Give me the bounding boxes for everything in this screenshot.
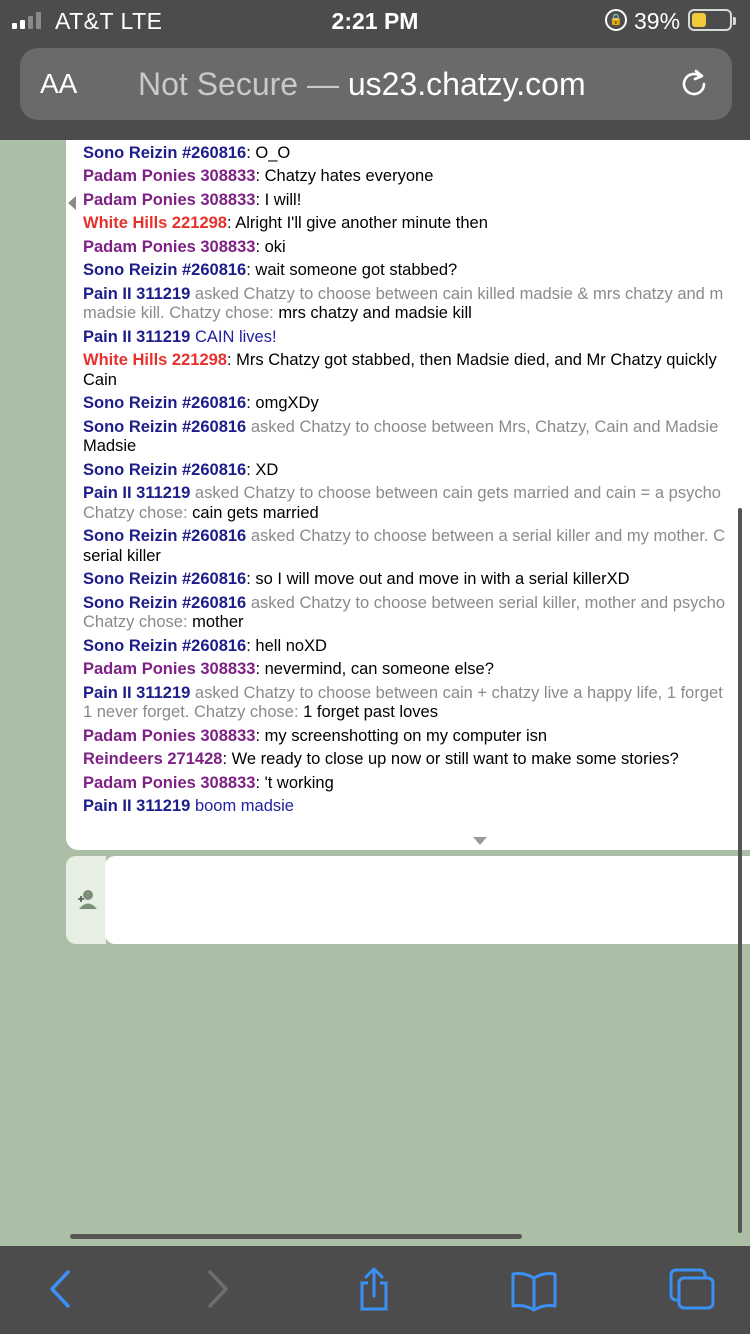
url-display[interactable] (138, 66, 586, 103)
message-text: Alright I'll give another minute then (235, 214, 488, 232)
chatzy-choice-prompt: asked Chatzy to choose between a serial killer and my mother. C (246, 527, 725, 545)
message-text: I will! (264, 190, 302, 209)
chat-message (83, 659, 750, 683)
status-bar (0, 0, 750, 40)
chat-message (83, 393, 750, 417)
message-separator: : (246, 570, 256, 588)
chat-message (83, 166, 750, 190)
domain-label: us23.chatzy.com (347, 66, 586, 102)
message-separator: : (255, 237, 265, 256)
message-author[interactable]: Sono Reizin #260816 (83, 417, 247, 436)
chat-message (83, 213, 750, 237)
message-separator: : (222, 750, 232, 768)
message-author[interactable]: Sono Reizin #260816 (83, 460, 247, 479)
message-separator: : (226, 214, 236, 232)
chat-message (83, 749, 750, 773)
chatzy-choice-prompt: asked Chatzy to choose between serial killer, mother and psycho (246, 593, 726, 612)
message-text: 1 forget past loves (303, 703, 438, 721)
message-author[interactable]: Padam Ponies 308833 (83, 167, 256, 185)
message-text: Mrs Chatzy got stabbed, then Madsie died, and Mr Chatzy quickly (236, 351, 717, 369)
message-author[interactable]: Reindeers 271428 (83, 750, 223, 768)
message-separator: : (255, 660, 265, 678)
message-author[interactable]: Pain II 311219 (83, 484, 191, 502)
message-author[interactable]: White Hills 221298 (83, 351, 227, 369)
message-separator: : (246, 460, 256, 479)
share-icon[interactable] (354, 1266, 394, 1312)
message-text: omgXDy (255, 394, 319, 412)
message-separator: : (246, 143, 256, 162)
chat-message (83, 459, 750, 483)
chat-message (83, 682, 750, 725)
rotation-lock-icon: 🔒 (605, 9, 627, 31)
message-author[interactable]: Padam Ponies 308833 (83, 773, 256, 792)
chat-message (83, 283, 750, 326)
message-text: mrs chatzy and madsie kill (278, 304, 472, 322)
bookmarks-icon[interactable] (510, 1266, 558, 1312)
browser-toolbar (0, 1246, 750, 1334)
message-author[interactable]: Sono Reizin #260816 (83, 593, 247, 612)
chatzy-choice-prompt: asked Chatzy to choose between cain gets married and cain = a psycho (190, 484, 721, 502)
message-text: oki (264, 237, 286, 256)
message-author[interactable]: Sono Reizin #260816 (83, 143, 247, 162)
chat-message (83, 772, 750, 796)
message-text-continued: Cain (83, 370, 117, 389)
chat-message (83, 526, 750, 569)
message-text: so I will move out and move in with a serial killerXD (255, 570, 630, 588)
battery-percent: 39% (634, 8, 681, 34)
message-text-continued: Madsie (83, 437, 137, 455)
message-author[interactable]: Padam Ponies 308833 (83, 190, 256, 209)
collapse-arrow-icon[interactable] (68, 196, 76, 210)
message-text: cain gets married (192, 503, 319, 522)
message-author[interactable]: Sono Reizin #260816 (83, 261, 247, 279)
message-text: CAIN lives! (194, 327, 277, 346)
message-text: 't working (264, 773, 334, 792)
chat-message (83, 326, 750, 350)
chat-message (83, 483, 750, 526)
chat-message (83, 796, 750, 820)
message-text: hell noXD (255, 636, 327, 655)
chat-message (83, 725, 750, 749)
back-icon[interactable] (40, 1266, 80, 1312)
message-text: wait someone got stabbed? (255, 261, 458, 279)
chat-message (83, 592, 750, 635)
message-text: Chatzy hates everyone (264, 167, 434, 185)
message-author[interactable]: Sono Reizin #260816 (83, 394, 247, 412)
chatzy-choice-prompt: asked Chatzy to choose between Mrs, Chatzy, Cain and Madsie (246, 417, 719, 436)
address-bar[interactable] (20, 48, 732, 120)
scroll-down-icon[interactable] (473, 837, 487, 845)
clock: 2:21 PM (331, 8, 419, 34)
message-separator: : (255, 726, 265, 745)
message-author[interactable]: Sono Reizin #260816 (83, 636, 247, 655)
message-text: boom madsie (194, 797, 294, 815)
message-author[interactable]: Padam Ponies 308833 (83, 237, 256, 256)
message-text: O_O (255, 143, 291, 162)
message-author[interactable]: Padam Ponies 308833 (83, 726, 256, 745)
chatzy-choice-result: madsie kill. Chatzy chose: (83, 304, 279, 322)
add-user-icon[interactable] (76, 888, 98, 910)
message-author[interactable]: Sono Reizin #260816 (83, 527, 247, 545)
message-text-continued: serial killer (83, 546, 161, 565)
browser-top-bar (0, 0, 750, 140)
message-author[interactable]: Pain II 311219 (83, 683, 191, 702)
chatzy-choice-prompt: asked Chatzy to choose between cain + chatzy live a happy life, 1 forget (190, 683, 723, 702)
message-author[interactable]: Pain II 311219 (83, 284, 191, 303)
message-list (66, 140, 750, 819)
chat-log[interactable] (66, 140, 750, 850)
message-input[interactable] (105, 856, 750, 944)
chat-message (83, 189, 750, 213)
chat-message (83, 236, 750, 260)
chat-message (83, 142, 750, 166)
chat-message (83, 260, 750, 284)
chatzy-choice-prompt: asked Chatzy to choose between cain killed madsie & mrs chatzy and m (190, 284, 724, 303)
message-separator: : (246, 636, 256, 655)
chat-message (83, 416, 750, 459)
reload-icon[interactable] (678, 68, 710, 100)
message-separator: : (255, 190, 265, 209)
message-text: my screenshotting on my computer isn (264, 726, 548, 745)
message-author[interactable]: Sono Reizin #260816 (83, 570, 247, 588)
vertical-scrollbar[interactable] (738, 508, 742, 1233)
horizontal-scrollbar[interactable] (70, 1234, 522, 1239)
message-separator: : (255, 773, 265, 792)
chatzy-choice-result: 1 never forget. Chatzy chose: (83, 703, 304, 721)
reader-options-button[interactable]: AA (40, 68, 78, 99)
chat-message (83, 350, 750, 393)
tabs-icon[interactable] (668, 1266, 716, 1312)
chat-message (83, 569, 750, 593)
message-separator: : (246, 394, 256, 412)
message-author[interactable]: Pain II 311219 (83, 797, 191, 815)
battery-icon (688, 9, 732, 31)
message-text: XD (255, 460, 279, 479)
chat-message (83, 635, 750, 659)
message-author[interactable]: White Hills 221298 (83, 214, 227, 232)
message-text: mother (192, 613, 244, 631)
message-separator: : (255, 167, 265, 185)
chatzy-choice-result: Chatzy chose: (83, 503, 193, 522)
message-separator: : (246, 261, 256, 279)
not-secure-label: Not Secure — (138, 66, 339, 102)
message-author[interactable]: Padam Ponies 308833 (83, 660, 256, 678)
message-text: We ready to close up now or still want to make some stories? (231, 750, 679, 768)
message-author[interactable]: Pain II 311219 (83, 327, 191, 346)
message-separator: : (226, 351, 237, 369)
carrier-label: AT&T LTE (55, 8, 163, 34)
chatzy-choice-result: Chatzy chose: (83, 613, 193, 631)
message-text: nevermind, can someone else? (264, 660, 494, 678)
forward-icon[interactable] (198, 1266, 238, 1312)
